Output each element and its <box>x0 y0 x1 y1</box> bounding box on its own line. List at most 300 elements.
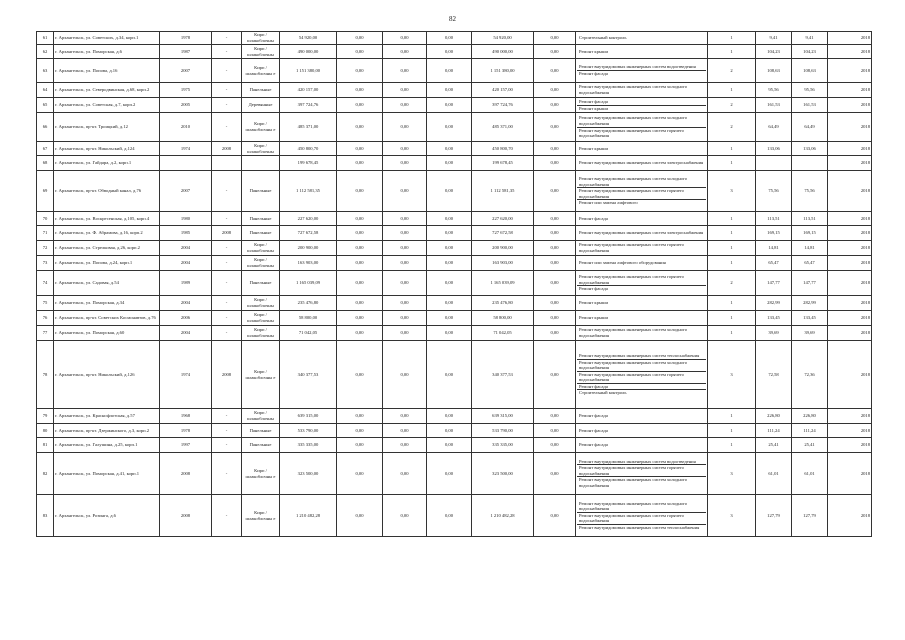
regional-budget-cell: 0,00 <box>383 45 427 59</box>
other-funds-cell: 0,00 <box>534 142 576 156</box>
work-count-cell: 1 <box>708 311 756 326</box>
unit-cost-cell: 75,56 <box>756 171 792 212</box>
other-funds-cell: 0,00 <box>534 495 576 537</box>
work-item: Ремонт внутридомовых инженерных систем горячего водоснабжения <box>577 188 706 200</box>
year-renovated-cell: - <box>212 212 242 226</box>
address-cell: г. Архангельск, ул. Поморская, д.60 <box>54 326 160 341</box>
owners-funds-cell: 727 672,58 <box>472 226 534 241</box>
other-funds-cell: 0,00 <box>534 98 576 113</box>
regional-budget-cell: 0,00 <box>383 326 427 341</box>
wall-material-cell: Кирп / шлакоблочны е <box>242 341 280 409</box>
owners-funds-cell: 1 112 581,35 <box>472 171 534 212</box>
year-built-cell: 2005 <box>160 98 212 113</box>
work-item: Ремонт крыши <box>579 48 608 54</box>
plan-year-cell: 2018 <box>828 156 872 171</box>
regional-budget-cell: 0,00 <box>383 256 427 271</box>
table-row <box>37 409 872 424</box>
row-number: 65 <box>37 98 54 113</box>
fund-cell: 0,00 <box>337 438 383 453</box>
unit-cost-cell: 133,06 <box>756 142 792 156</box>
total-cost-cell: 58 800,00 <box>280 311 337 326</box>
unit-cost-limit-cell: 133,45 <box>792 311 828 326</box>
fund-cell: 0,00 <box>337 171 383 212</box>
address-cell: г. Архангельск, ул. Гайдара, д.2, корп.1 <box>54 156 160 171</box>
total-cost-cell: 490 000,00 <box>280 45 337 59</box>
work-count-cell: 1 <box>708 438 756 453</box>
local-budget-cell: 0,00 <box>427 113 472 142</box>
works-cell <box>576 256 708 271</box>
local-budget-cell: 0,00 <box>427 142 472 156</box>
regional-budget-cell: 0,00 <box>383 212 427 226</box>
local-budget-cell: 0,00 <box>427 326 472 341</box>
plan-year-cell: 2018 <box>828 438 872 453</box>
year-renovated-cell: - <box>212 113 242 142</box>
year-built-cell: 1989 <box>160 271 212 296</box>
owners-funds-cell: 235 476,80 <box>472 296 534 311</box>
year-built-cell: 2007 <box>160 171 212 212</box>
year-built-cell: 2004 <box>160 296 212 311</box>
fund-cell: 0,00 <box>337 142 383 156</box>
fund-cell: 0,00 <box>337 271 383 296</box>
work-item: Ремонт внутридомовых инженерных систем горячего водоснабжения <box>579 127 684 139</box>
total-cost-cell: 163 903,00 <box>280 256 337 271</box>
fund-cell: 0,00 <box>337 98 383 113</box>
year-built-cell: 1978 <box>160 424 212 438</box>
total-cost-cell: 533 790,00 <box>280 424 337 438</box>
year-renovated-cell: - <box>212 59 242 83</box>
owners-funds-cell: 71 042,05 <box>472 326 534 341</box>
work-item: Ремонт фасада <box>579 427 608 433</box>
other-funds-cell: 0,00 <box>534 83 576 98</box>
unit-cost-cell: 104,23 <box>756 45 792 59</box>
works-cell <box>576 226 708 241</box>
row-number: 82 <box>37 453 54 495</box>
work-item: Ремонт внутридомовых инженерных систем горячего водоснабжения <box>579 242 684 253</box>
year-renovated-cell: - <box>212 424 242 438</box>
wall-material-cell: Кирп / шлакоблочны <box>242 241 280 256</box>
plan-year-cell: 2018 <box>828 409 872 424</box>
works-cell <box>576 326 708 341</box>
regional-budget-cell: 0,00 <box>383 438 427 453</box>
other-funds-cell: 0,00 <box>534 326 576 341</box>
plan-year-cell: 2018 <box>828 424 872 438</box>
regional-budget-cell: 0,00 <box>383 495 427 537</box>
row-number: 69 <box>37 171 54 212</box>
table-row <box>37 171 872 212</box>
local-budget-cell: 0,00 <box>427 45 472 59</box>
owners-funds-cell: 335 335,00 <box>472 438 534 453</box>
year-built-cell: 2004 <box>160 326 212 341</box>
other-funds-cell: 0,00 <box>534 45 576 59</box>
year-built-cell: 2008 <box>160 453 212 495</box>
address-cell: г. Архангельск, ул. Краснофлотская, д.57 <box>54 409 160 424</box>
work-item: Ремонт фасада <box>577 99 706 106</box>
local-budget-cell: 0,00 <box>427 424 472 438</box>
work-item: Ремонт внутридомовых инженерных систем водоотведения <box>577 459 706 466</box>
work-item: Ремонт внутридомовых инженерных систем горячего водоснабжения <box>577 274 706 286</box>
works-cell <box>576 271 708 296</box>
local-budget-cell: 0,00 <box>427 171 472 212</box>
unit-cost-cell: 108,63 <box>756 59 792 83</box>
table-row <box>37 311 872 326</box>
works-cell <box>576 424 708 438</box>
table-row <box>37 341 872 409</box>
total-cost-cell: 71 042,05 <box>280 326 337 341</box>
local-budget-cell: 0,00 <box>427 409 472 424</box>
regional-budget-cell: 0,00 <box>383 142 427 156</box>
unit-cost-limit-cell: 108,63 <box>792 59 828 83</box>
owners-funds-cell: 54 920,00 <box>472 32 534 45</box>
regional-budget-cell: 0,00 <box>383 241 427 256</box>
other-funds-cell: 0,00 <box>534 171 576 212</box>
unit-cost-cell: 14,81 <box>756 241 792 256</box>
fund-cell: 0,00 <box>337 453 383 495</box>
year-renovated-cell: - <box>212 171 242 212</box>
total-cost-cell: 199 678,45 <box>280 156 337 171</box>
table-row <box>37 256 872 271</box>
regional-budget-cell: 0,00 <box>383 156 427 171</box>
wall-material-cell: Панельные <box>242 212 280 226</box>
table-row <box>37 142 872 156</box>
wall-material-cell: Кирп / шлакоблочны е <box>242 495 280 537</box>
year-built-cell: 2007 <box>160 59 212 83</box>
year-built-cell: 2006 <box>160 311 212 326</box>
local-budget-cell: 0,00 <box>427 241 472 256</box>
year-built-cell: 2008 <box>160 495 212 537</box>
year-renovated-cell <box>212 156 242 171</box>
local-budget-cell: 0,00 <box>427 98 472 113</box>
work-item: Ремонт фасада <box>579 215 608 221</box>
year-renovated-cell: - <box>212 296 242 311</box>
other-funds-cell: 0,00 <box>534 113 576 142</box>
work-count-cell: 2 <box>708 113 756 142</box>
year-renovated-cell: - <box>212 495 242 537</box>
table-row <box>37 45 872 59</box>
work-item: Ремонт фасада <box>579 71 608 76</box>
unit-cost-limit-cell: 282,99 <box>792 296 828 311</box>
works-cell <box>576 296 708 311</box>
fund-cell: 0,00 <box>337 212 383 226</box>
year-renovated-cell: 2008 <box>212 341 242 409</box>
wall-material-cell: Кирп / шлакоблочны <box>242 256 280 271</box>
year-renovated-cell: - <box>212 453 242 495</box>
fund-cell: 0,00 <box>337 296 383 311</box>
other-funds-cell: 0,00 <box>534 424 576 438</box>
unit-cost-cell: 226,80 <box>756 409 792 424</box>
work-item: Ремонт фасада <box>579 442 608 448</box>
row-number: 62 <box>37 45 54 59</box>
work-item: Ремонт внутридомовых инженерных систем горячего водоснабжения <box>577 513 706 525</box>
unit-cost-limit-cell: 111,24 <box>792 424 828 438</box>
plan-year-cell: 2018 <box>828 142 872 156</box>
plan-year-cell: 2018 <box>828 45 872 59</box>
row-number: 80 <box>37 424 54 438</box>
unit-cost-limit-cell: 64,49 <box>792 113 828 142</box>
wall-material-cell: Панельные <box>242 271 280 296</box>
fund-cell: 0,00 <box>337 113 383 142</box>
year-built-cell <box>160 156 212 171</box>
address-cell: г. Архангельск, ул. Попова, д.24, корп.1 <box>54 256 160 271</box>
other-funds-cell: 0,00 <box>534 226 576 241</box>
works-cell <box>576 241 708 256</box>
fund-cell: 0,00 <box>337 241 383 256</box>
total-cost-cell: 235 476,80 <box>280 296 337 311</box>
owners-funds-cell: 420 157,00 <box>472 83 534 98</box>
address-cell: г. Архангельск, пр-кт. Никольский, д.126 <box>54 341 160 409</box>
fund-cell: 0,00 <box>337 424 383 438</box>
fund-cell: 0,00 <box>337 83 383 98</box>
year-renovated-cell: - <box>212 409 242 424</box>
wall-material-cell: Кирп / шлакоблочны <box>242 409 280 424</box>
fund-cell: 0,00 <box>337 495 383 537</box>
table-row <box>37 59 872 83</box>
year-built-cell: 1975 <box>160 83 212 98</box>
work-item: Ремонт фасада <box>577 384 706 391</box>
local-budget-cell: 0,00 <box>427 156 472 171</box>
other-funds-cell: 0,00 <box>534 32 576 45</box>
unit-cost-limit-cell: 61,01 <box>792 453 828 495</box>
row-number: 74 <box>37 271 54 296</box>
work-count-cell: 1 <box>708 32 756 45</box>
total-cost-cell: 485 371,00 <box>280 113 337 142</box>
year-renovated-cell: - <box>212 83 242 98</box>
unit-cost-cell: 61,01 <box>756 453 792 495</box>
owners-funds-cell: 450 800,70 <box>472 142 534 156</box>
fund-cell: 0,00 <box>337 226 383 241</box>
fund-cell: 0,00 <box>337 409 383 424</box>
unit-cost-cell: 95,56 <box>756 83 792 98</box>
owners-funds-cell: 200 900,00 <box>472 241 534 256</box>
regional-budget-cell: 0,00 <box>383 424 427 438</box>
work-item: Ремонт внутридомовых инженерных систем холодного водоснабжения <box>577 176 706 188</box>
work-item: Ремонт или замена лифтового <box>579 200 638 206</box>
plan-year-cell: 2018 <box>828 495 872 537</box>
work-count-cell: 1 <box>708 409 756 424</box>
unit-cost-cell: 39,69 <box>756 326 792 341</box>
owners-funds-cell: 1 210 482,28 <box>472 495 534 537</box>
wall-material-cell <box>242 156 280 171</box>
address-cell: г. Архангельск, ул. Поморская, д.34 <box>54 296 160 311</box>
work-item: Ремонт крыши <box>579 105 608 111</box>
year-renovated-cell: - <box>212 326 242 341</box>
owners-funds-cell: 490 000,00 <box>472 45 534 59</box>
total-cost-cell: 639 315,00 <box>280 409 337 424</box>
address-cell: г. Архангельск, ул. Советская, д.7, корп.2 <box>54 98 160 113</box>
work-item: Ремонт внутридомовых инженерных систем холодного водоснабжения <box>579 84 688 95</box>
plan-year-cell: 2018 <box>828 241 872 256</box>
work-count-cell: 3 <box>708 171 756 212</box>
unit-cost-cell: 127,79 <box>756 495 792 537</box>
total-cost-cell: 450 800,70 <box>280 142 337 156</box>
regional-budget-cell: 0,00 <box>383 98 427 113</box>
wall-material-cell: Панельные <box>242 226 280 241</box>
address-cell: г. Архангельск, ул. Попова, д.16 <box>54 59 160 83</box>
local-budget-cell: 0,00 <box>427 296 472 311</box>
year-renovated-cell: - <box>212 438 242 453</box>
plan-year-cell: 2018 <box>828 311 872 326</box>
owners-funds-cell: 199 678,45 <box>472 156 534 171</box>
address-cell: г. Архангельск, ул. Воскресенская, д.105, корп.4 <box>54 212 160 226</box>
local-budget-cell: 0,00 <box>427 271 472 296</box>
work-count-cell: 1 <box>708 83 756 98</box>
year-built-cell: 2010 <box>160 113 212 142</box>
row-number: 64 <box>37 83 54 98</box>
unit-cost-cell: 169,15 <box>756 226 792 241</box>
work-count-cell: 1 <box>708 212 756 226</box>
regional-budget-cell: 0,00 <box>383 83 427 98</box>
plan-year-cell: 2018 <box>828 326 872 341</box>
table-row <box>37 241 872 256</box>
year-renovated-cell: - <box>212 98 242 113</box>
other-funds-cell: 0,00 <box>534 256 576 271</box>
works-cell <box>576 438 708 453</box>
unit-cost-limit-cell: 127,79 <box>792 495 828 537</box>
table-row <box>37 296 872 311</box>
table-row <box>37 226 872 241</box>
local-budget-cell: 0,00 <box>427 59 472 83</box>
local-budget-cell: 0,00 <box>427 32 472 45</box>
fund-cell: 0,00 <box>337 256 383 271</box>
wall-material-cell: Кирп / шлакоблочны е <box>242 113 280 142</box>
local-budget-cell: 0,00 <box>427 226 472 241</box>
unit-cost-limit-cell: 95,56 <box>792 83 828 98</box>
regional-budget-cell: 0,00 <box>383 59 427 83</box>
other-funds-cell: 0,00 <box>534 341 576 409</box>
unit-cost-limit-cell <box>792 156 828 171</box>
wall-material-cell: Деревянные <box>242 98 280 113</box>
work-count-cell: 2 <box>708 98 756 113</box>
year-renovated-cell: 2008 <box>212 226 242 241</box>
plan-year-cell: 2018 <box>828 212 872 226</box>
row-number: 81 <box>37 438 54 453</box>
address-cell: г. Архангельск, ул. Ф. Абрамова, д.16, корп.2 <box>54 226 160 241</box>
fund-cell: 0,00 <box>337 156 383 171</box>
regional-budget-cell: 0,00 <box>383 409 427 424</box>
address-cell: г. Архангельск, ул. Советских, д.34, корп.1 <box>54 32 160 45</box>
other-funds-cell: 0,00 <box>534 453 576 495</box>
other-funds-cell: 0,00 <box>534 212 576 226</box>
works-cell <box>576 495 708 537</box>
year-built-cell: 1974 <box>160 142 212 156</box>
plan-year-cell: 2018 <box>828 32 872 45</box>
wall-material-cell: Панельные <box>242 171 280 212</box>
row-number: 75 <box>37 296 54 311</box>
address-cell: г. Архангельск, пр-кт. Дзержинского, д.3, корп.2 <box>54 424 160 438</box>
works-cell <box>576 83 708 98</box>
year-renovated-cell: 2008 <box>212 142 242 156</box>
work-item: Ремонт крыши <box>579 300 608 306</box>
row-number: 71 <box>37 226 54 241</box>
owners-funds-cell: 1 151 380,00 <box>472 59 534 83</box>
table-row <box>37 424 872 438</box>
unit-cost-limit-cell: 147,77 <box>792 271 828 296</box>
works-cell <box>576 341 708 409</box>
address-cell: г. Архангельск, ул. Розинга, д.6 <box>54 495 160 537</box>
table-row <box>37 32 872 45</box>
work-item: Строительный контроль <box>579 390 627 396</box>
total-cost-cell: 323 500,00 <box>280 453 337 495</box>
local-budget-cell: 0,00 <box>427 83 472 98</box>
unit-cost-cell: 113,51 <box>756 212 792 226</box>
table-body <box>37 32 872 537</box>
work-item: Ремонт внутридомовых инженерных систем электроснабжения <box>579 160 704 166</box>
unit-cost-limit-cell: 72,36 <box>792 341 828 409</box>
fund-cell: 0,00 <box>337 326 383 341</box>
work-item: Ремонт внутридомовых инженерных систем теплоснабжения <box>577 353 706 360</box>
work-item: Ремонт внутридомовых инженерных систем холодного водоснабжения <box>577 360 706 372</box>
row-number: 76 <box>37 311 54 326</box>
works-cell <box>576 171 708 212</box>
table-row <box>37 495 872 537</box>
wall-material-cell: Кирп / шлакоблочны е <box>242 59 280 83</box>
regional-budget-cell: 0,00 <box>383 453 427 495</box>
table-row <box>37 98 872 113</box>
work-item: Ремонт крыши <box>579 315 608 321</box>
work-count-cell: 2 <box>708 271 756 296</box>
table-row <box>37 156 872 171</box>
work-count-cell: 1 <box>708 156 756 171</box>
unit-cost-limit-cell: 133,06 <box>792 142 828 156</box>
unit-cost-limit-cell: 25,41 <box>792 438 828 453</box>
total-cost-cell: 1 165 039,09 <box>280 271 337 296</box>
owners-funds-cell: 1 165 039,09 <box>472 271 534 296</box>
work-item: Ремонт или замена лифтового оборудования <box>579 260 666 266</box>
work-count-cell: 1 <box>708 256 756 271</box>
table-row <box>37 326 872 341</box>
work-count-cell: 3 <box>708 453 756 495</box>
year-built-cell: 2004 <box>160 256 212 271</box>
plan-year-cell: 2018 <box>828 83 872 98</box>
row-number: 63 <box>37 59 54 83</box>
unit-cost-limit-cell: 9,41 <box>792 32 828 45</box>
unit-cost-limit-cell: 75,56 <box>792 171 828 212</box>
total-cost-cell: 340 377,53 <box>280 341 337 409</box>
work-item: Ремонт внутридомовых инженерных систем холодного водоснабжения <box>579 327 688 338</box>
table-row <box>37 113 872 142</box>
regional-budget-cell: 0,00 <box>383 271 427 296</box>
other-funds-cell: 0,00 <box>534 438 576 453</box>
work-item: Ремонт фасада <box>579 286 608 292</box>
unit-cost-cell: 25,41 <box>756 438 792 453</box>
unit-cost-cell: 72,58 <box>756 341 792 409</box>
address-cell: г. Архангельск, пр-кт. Советских Космонавтов, д.76 <box>54 311 160 326</box>
local-budget-cell: 0,00 <box>427 438 472 453</box>
fund-cell: 0,00 <box>337 45 383 59</box>
wall-material-cell: Панельные <box>242 424 280 438</box>
work-item: Ремонт внутридомовых инженерных систем горячего водоснабжения <box>577 465 706 477</box>
year-built-cell: 1978 <box>160 32 212 45</box>
row-number: 78 <box>37 341 54 409</box>
work-item: Строительный контроль <box>579 35 627 41</box>
unit-cost-cell: 133,45 <box>756 311 792 326</box>
address-cell: г. Архангельск, ул. Поморская, д.41, корп.1 <box>54 453 160 495</box>
plan-year-cell: 2018 <box>828 171 872 212</box>
row-number: 83 <box>37 495 54 537</box>
work-item: Ремонт внутридомовых инженерных систем горячего водоснабжения <box>577 372 706 384</box>
unit-cost-limit-cell: 169,15 <box>792 226 828 241</box>
row-number: 72 <box>37 241 54 256</box>
row-number: 79 <box>37 409 54 424</box>
unit-cost-cell: 282,99 <box>756 296 792 311</box>
wall-material-cell: Кирп / шлакоблочны <box>242 142 280 156</box>
year-built-cell: 2004 <box>160 241 212 256</box>
wall-material-cell: Кирп / шлакоблочны <box>242 311 280 326</box>
year-renovated-cell: - <box>212 241 242 256</box>
plan-year-cell: 2018 <box>828 113 872 142</box>
other-funds-cell: 0,00 <box>534 59 576 83</box>
address-cell: г. Архангельск, пр-кт. Обводный канал, д.76 <box>54 171 160 212</box>
works-cell <box>576 32 708 45</box>
